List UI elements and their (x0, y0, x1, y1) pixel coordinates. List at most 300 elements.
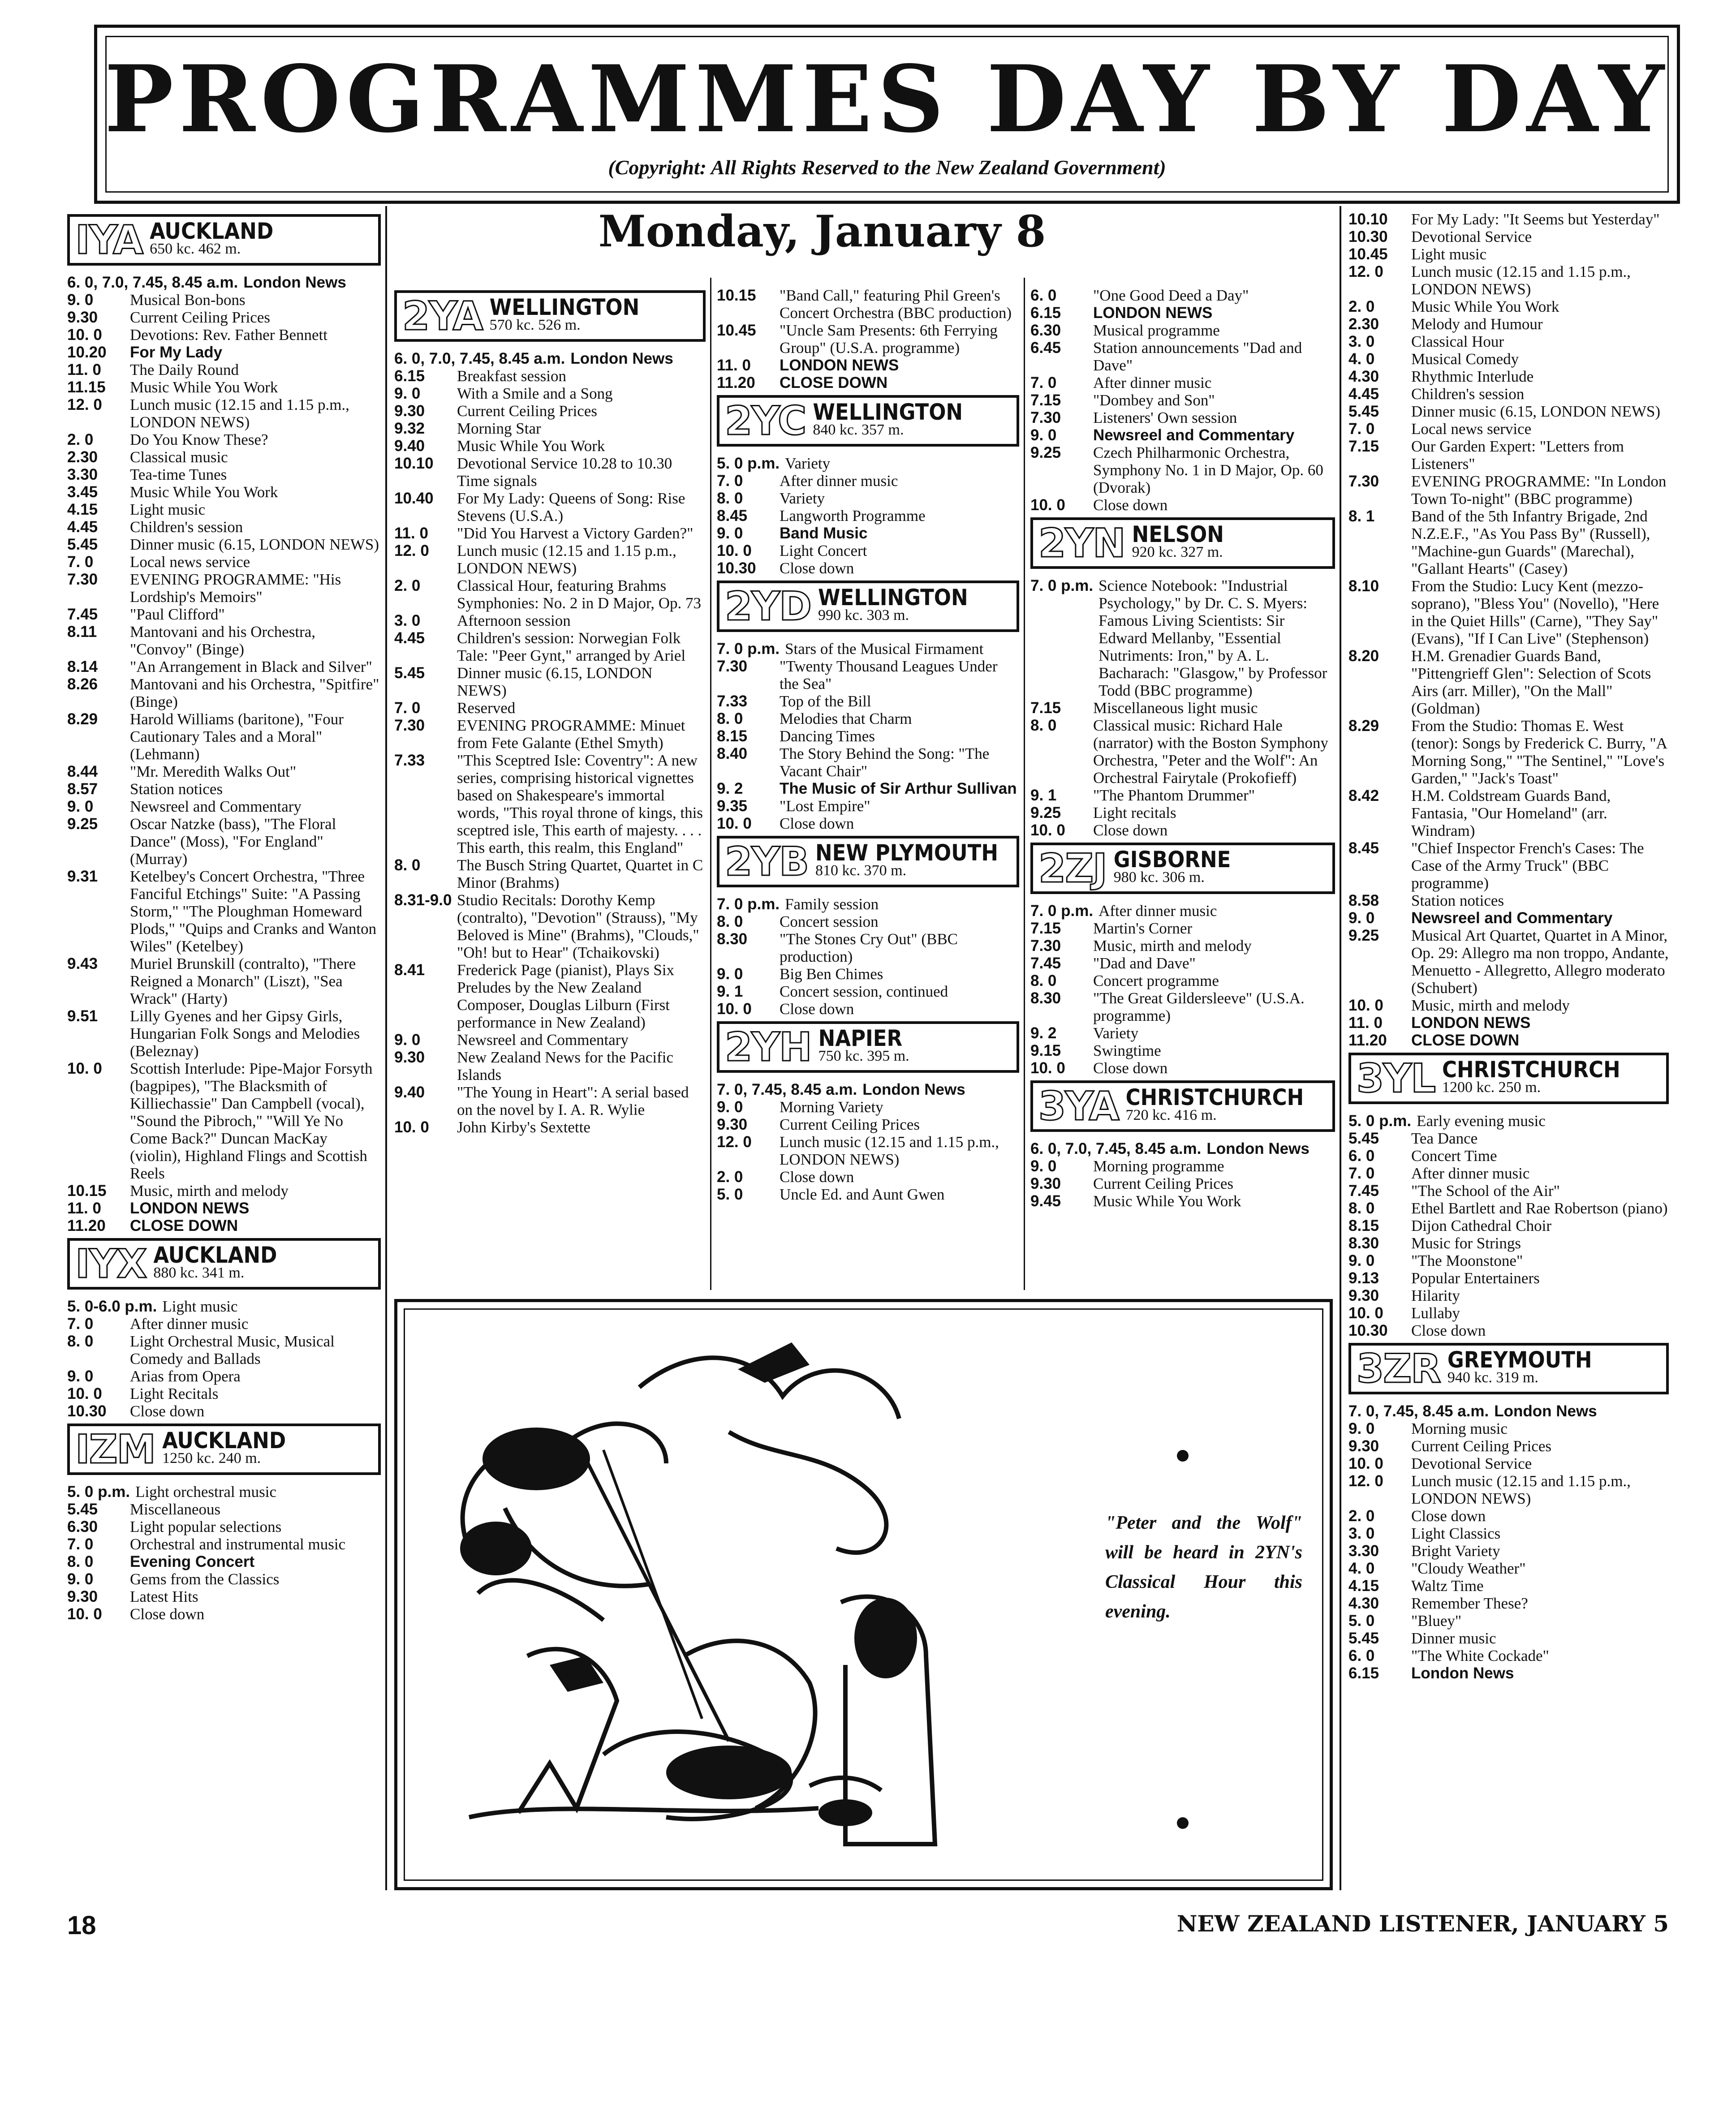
programme-time: 6.15 (1348, 1664, 1379, 1682)
programme-entry (717, 965, 1019, 983)
programme-title: Local news service (1411, 420, 1532, 438)
station-frequency: 720 kc. 416 m. (1125, 1106, 1217, 1123)
programme-entry (717, 913, 1019, 930)
schedule-iya (67, 274, 381, 1234)
programme-entry (1030, 426, 1335, 444)
programme-time: 11.15 (67, 378, 106, 396)
programme-title: Close down (780, 1168, 854, 1186)
programme-entry (1348, 1130, 1669, 1147)
programme-title: Popular Entertainers (1411, 1269, 1540, 1287)
programme-title: Bright Variety (1411, 1542, 1500, 1560)
programme-entry (67, 815, 381, 868)
programme-time: 8.42 (1348, 787, 1379, 804)
schedule-iyx (67, 1298, 381, 1420)
programme-time: 7. 0, 7.45, 8.45 a.m. (717, 1081, 857, 1098)
programme-entry (1348, 1032, 1669, 1049)
programme-title: "Dombey and Son" (1093, 391, 1215, 409)
programme-time: 8. 0 (1030, 717, 1057, 734)
programme-title: Tea Dance (1411, 1130, 1478, 1147)
programme-title: Martin's Corner (1093, 920, 1193, 937)
programme-time: 9. 2 (1030, 1024, 1057, 1042)
station-callsign: 2ZJ (1038, 845, 1107, 891)
programme-entry (67, 518, 381, 536)
programme-entry (1030, 989, 1335, 1024)
programme-title: Lunch music (12.15 and 1.15 p.m., LONDON NEWS) (1411, 1472, 1631, 1507)
programme-title: Children's session (130, 518, 243, 536)
programme-title: Current Ceiling Prices (780, 1116, 920, 1133)
programme-time: 9. 0 (1030, 1157, 1057, 1175)
bullet-dot (1177, 1817, 1189, 1829)
programme-title: CLOSE DOWN (1411, 1032, 1520, 1049)
programme-entry (717, 692, 1019, 710)
programme-title: EVENING PROGRAMME: "His Lordship's Memoirs" (130, 571, 341, 606)
programme-title: Lullaby (1411, 1304, 1460, 1322)
programme-time: 7. 0 p.m. (717, 895, 780, 913)
programme-entry (717, 542, 1019, 559)
programme-entry (1348, 263, 1669, 298)
programme-time: 7.15 (1030, 699, 1061, 717)
programme-entry (1348, 1472, 1669, 1507)
programme-title: EVENING PROGRAMME: Minuet from Fete Galante (Ethel Smyth) (457, 717, 685, 752)
programme-entry (1348, 909, 1669, 927)
programme-time: 7.30 (1030, 409, 1061, 426)
programme-time: 11. 0 (67, 1200, 101, 1217)
programme-entry (717, 745, 1019, 780)
programme-title: Mantovani and his Orchestra, "Convoy" (Binge) (130, 623, 316, 658)
programme-time: 12. 0 (1348, 1472, 1383, 1490)
programme-title: London News (1494, 1402, 1597, 1420)
programme-time: 3.30 (1348, 1542, 1379, 1560)
programme-title: "The Young in Heart": A serial based on the novel by I. A. R. Wylie (457, 1084, 689, 1118)
bullet-dot (1177, 1450, 1189, 1462)
programme-entry (394, 490, 706, 525)
programme-entry (394, 1049, 706, 1084)
programme-time: 5. 0-6.0 p.m. (67, 1298, 157, 1315)
programme-title: Light Concert (780, 542, 867, 559)
programme-time: 6. 0, 7.0, 7.45, 8.45 a.m. (67, 274, 238, 291)
programme-title: "Bluey" (1411, 1612, 1462, 1630)
programme-entry (67, 798, 381, 815)
programme-entry (67, 1402, 381, 1420)
programme-time: 9.31 (67, 868, 98, 885)
programme-title: Miscellaneous (130, 1501, 221, 1518)
programme-time: 2. 0 (1348, 298, 1375, 315)
programme-entry (1348, 1507, 1669, 1525)
programme-time: 9.30 (67, 309, 98, 326)
schedule-2zj (1030, 902, 1335, 1077)
programme-title: Classical Hour, featuring Brahms Symphonies: No. 2 in D Major, Op. 73 (457, 577, 701, 612)
programme-entry (1030, 1157, 1335, 1175)
programme-time: 2. 0 (67, 431, 94, 448)
programme-time: 2.30 (1348, 315, 1379, 333)
programme-entry (717, 490, 1019, 507)
programme-title: Devotional Service (1411, 228, 1532, 245)
programme-entry (1348, 997, 1669, 1014)
programme-title: Current Ceiling Prices (1411, 1437, 1552, 1455)
programme-time: 8.15 (1348, 1217, 1379, 1234)
programme-title: Musical Art Quartet, Quartet in A Minor, Op. 29: Allegro ma non troppo, Andante, Menuetto - Allegretto, Allegro moderato (Schubert) (1411, 927, 1669, 997)
programme-entry (67, 1385, 381, 1402)
programme-entry (1348, 1612, 1669, 1630)
programme-title: "One Good Deed a Day" (1093, 287, 1249, 304)
illustration-caption: "Peter and the Wolf" will be heard in 2YN's Classical Hour this evening. (1105, 1513, 1302, 1622)
programme-entry (717, 1116, 1019, 1133)
programme-time: 10. 0 (67, 1385, 102, 1402)
programme-entry (1348, 787, 1669, 839)
programme-entry (1348, 1165, 1669, 1182)
programme-title: Light Recitals (130, 1385, 219, 1402)
programme-time: 7.33 (717, 692, 748, 710)
schedule-2yn (1030, 577, 1335, 839)
programme-time: 9.30 (67, 1588, 98, 1605)
programme-time: 7.30 (67, 571, 98, 588)
programme-entry (717, 472, 1019, 490)
programme-time: 5.45 (1348, 403, 1379, 420)
programme-entry (717, 525, 1019, 542)
programme-time: 6. 0, 7.0, 7.45, 8.45 a.m. (394, 350, 565, 367)
programme-title: Science Notebook: "Industrial Psychology," by Dr. C. S. Myers: Famous Living Scientists: Sir Edward Mellanby, "Essential Nutriments: Iron," by A. L. Bacharach: "Glasgow," by Professor Todd (BBC programme) (1098, 577, 1327, 699)
programme-title: After dinner music (130, 1315, 249, 1333)
programme-time: 8.15 (717, 727, 748, 745)
station-callsign: 2YB (725, 839, 809, 885)
programme-title: Dinner music (6.15, LONDON NEWS) (130, 536, 379, 553)
programme-entry (717, 658, 1019, 692)
programme-time: 9.51 (67, 1007, 98, 1025)
schedule-2yb (717, 895, 1019, 1018)
programme-time: 6. 0 (1348, 1647, 1375, 1664)
programme-title: Variety (1093, 1024, 1139, 1042)
programme-entry (67, 606, 381, 623)
programme-time: 10. 0 (1348, 1455, 1383, 1472)
programme-time: 5.45 (394, 664, 425, 682)
programme-title: Dinner music (6.15, LONDON NEWS) (457, 664, 653, 699)
programme-entry (1348, 1455, 1669, 1472)
programme-entry (1348, 927, 1669, 997)
station-city: AUCKLAND (162, 1427, 286, 1454)
programme-title: Close down (130, 1605, 205, 1623)
programme-title: Music, mirth and melody (130, 1182, 289, 1200)
programme-entry (67, 448, 381, 466)
column-rule (710, 278, 711, 1290)
programme-title: Children's session: Norwegian Folk Tale: "Peer Gynt," arranged by Ariel (457, 629, 686, 664)
programme-title: CLOSE DOWN (780, 374, 888, 391)
programme-time: 10.45 (1348, 245, 1388, 263)
programme-time: 10. 0 (1348, 1304, 1383, 1322)
programme-time: 8. 0 (717, 710, 743, 727)
station-header-iya (67, 214, 381, 266)
station-city: NEW PLYMOUTH (815, 839, 998, 866)
programme-title: Music While You Work (1093, 1192, 1241, 1210)
programme-title: Tea-time Tunes (130, 466, 227, 483)
programme-entry (394, 385, 706, 402)
programme-title: London News (243, 274, 346, 291)
programme-time: 11. 0 (67, 361, 101, 378)
programme-title: Oscar Natzke (bass), "The Floral Dance" (Moss), "For England" (Murray) (130, 815, 336, 868)
programme-entry (67, 431, 381, 448)
station-frequency: 980 kc. 306 m. (1113, 869, 1205, 886)
station-callsign: IYX (75, 1241, 146, 1287)
station-frequency: 880 kc. 341 m. (153, 1264, 245, 1281)
programme-title: H.M. Grenadier Guards Band, "Pittengrieff Glen": Selection of Scots Airs (arr. Miller), "On the Mall" (Goldman) (1411, 647, 1651, 717)
column-3 (717, 287, 1019, 1203)
illustration-panel (394, 1299, 1333, 1890)
programme-time: 7. 0 p.m. (717, 640, 780, 658)
station-frequency: 750 kc. 395 m. (818, 1047, 909, 1064)
programme-title: John Kirby's Sextette (457, 1118, 590, 1136)
programme-entry (1348, 507, 1669, 577)
programme-title: "An Arrangement in Black and Silver" (130, 658, 372, 675)
publication-footer: NEW ZEALAND LISTENER, JANUARY 5 (1176, 1910, 1669, 1937)
programme-entry (1030, 717, 1335, 787)
programme-title: Top of the Bill (780, 692, 871, 710)
programme-title: Lilly Gyenes and her Gipsy Girls, Hungarian Folk Songs and Melodies (Beleznay) (130, 1007, 360, 1060)
programme-entry (1348, 1014, 1669, 1032)
programme-title: With a Smile and a Song (457, 385, 613, 402)
programme-title: Remember These? (1411, 1595, 1528, 1612)
programme-title: Close down (1411, 1507, 1486, 1525)
programme-title: Latest Hits (130, 1588, 198, 1605)
programme-time: 10.10 (394, 455, 434, 472)
programme-time: 3.30 (67, 466, 98, 483)
programme-title: Music, mirth and melody (1093, 937, 1252, 955)
programme-entry (67, 501, 381, 518)
programme-title: "Did You Harvest a Victory Garden?" (457, 525, 694, 542)
programme-title: H.M. Coldstream Guards Band, Fantasia, "Our Homeland" (arr. Windram) (1411, 787, 1611, 839)
programme-entry (1030, 391, 1335, 409)
programme-time: 9.30 (394, 1049, 425, 1066)
station-frequency: 1200 kc. 250 m. (1442, 1079, 1541, 1096)
programme-entry (67, 658, 381, 675)
programme-title: Breakfast session (457, 367, 566, 385)
station-frequency: 1250 kc. 240 m. (162, 1449, 261, 1467)
programme-title: Current Ceiling Prices (130, 309, 271, 326)
programme-title: Concert session (780, 913, 879, 930)
programme-time: 4.30 (1348, 1595, 1379, 1612)
programme-time: 9. 0 (1348, 1420, 1375, 1437)
programme-entry (1348, 1437, 1669, 1455)
programme-title: Arias from Opera (130, 1368, 241, 1385)
programme-time: 4.30 (1348, 368, 1379, 385)
programme-entry (1348, 892, 1669, 909)
programme-time: 8. 0 (67, 1553, 94, 1570)
programme-time: 10.30 (1348, 228, 1388, 245)
programme-time: 3. 0 (1348, 333, 1375, 350)
station-frequency: 650 kc. 462 m. (150, 240, 241, 257)
programme-title: LONDON NEWS (130, 1200, 250, 1217)
programme-time: 7. 0 p.m. (1030, 902, 1094, 920)
programme-time: 7.33 (394, 752, 425, 769)
programme-title: Waltz Time (1411, 1577, 1484, 1595)
programme-entry (67, 1501, 381, 1518)
programme-entry (1030, 699, 1335, 717)
programme-title: Local news service (130, 553, 250, 571)
programme-entry (1348, 211, 1669, 228)
programme-entry (1030, 374, 1335, 391)
programme-entry (1348, 403, 1669, 420)
programme-time: 9.15 (1030, 1042, 1061, 1059)
programme-time: 12. 0 (717, 1133, 752, 1151)
programme-time: 8.30 (717, 930, 748, 948)
programme-time: 7.15 (1030, 391, 1061, 409)
station-callsign: 2YC (725, 398, 806, 444)
programme-entry (67, 378, 381, 396)
programme-title: Melody and Humour (1411, 315, 1543, 333)
programme-title: Station announcements "Dad and Dave" (1093, 339, 1302, 374)
programme-time: 7. 0, 7.45, 8.45 a.m. (1348, 1402, 1489, 1420)
programme-time: 8. 0 (717, 490, 743, 507)
programme-time: 10. 0 (394, 1118, 429, 1136)
programme-entry (394, 367, 706, 385)
station-frequency: 940 kc. 319 m. (1447, 1369, 1538, 1386)
programme-time: 6. 0 (1030, 287, 1057, 304)
schedule-2yh-continued (1030, 287, 1335, 514)
programme-time: 10.30 (1348, 1322, 1388, 1339)
programme-title: Musical programme (1093, 322, 1220, 339)
programme-title: Devotional Service (1411, 1455, 1532, 1472)
programme-time: 12. 0 (67, 396, 102, 413)
station-city: WELLINGTON (818, 584, 968, 611)
programme-entry (717, 640, 1019, 658)
programme-title: Close down (1093, 821, 1168, 839)
station-callsign: 2YN (1038, 520, 1125, 566)
programme-entry (394, 420, 706, 437)
programme-entry (1030, 287, 1335, 304)
programme-entry (67, 326, 381, 344)
programme-title: "Mr. Meredith Walks Out" (130, 763, 297, 780)
programme-title: Light music (130, 501, 206, 518)
programme-title: Orchestral and instrumental music (130, 1535, 346, 1553)
programme-title: Uncle Ed. and Aunt Gwen (780, 1186, 945, 1203)
programme-entry (394, 752, 706, 856)
programme-time: 4. 0 (1348, 1560, 1375, 1577)
programme-entry (67, 710, 381, 763)
programme-entry (1348, 1217, 1669, 1234)
programme-title: Lunch music (12.15 and 1.15 p.m., LONDON NEWS) (457, 542, 676, 577)
programme-time: 10.40 (394, 490, 434, 507)
programme-entry (1348, 1664, 1669, 1682)
programme-time: 3. 0 (394, 612, 421, 629)
programme-title: Music While You Work (130, 483, 278, 501)
programme-entry (1348, 1252, 1669, 1269)
programme-time: 7.45 (1348, 1182, 1379, 1200)
schedule-3ya (1030, 1140, 1335, 1210)
programme-entry (394, 525, 706, 542)
programme-title: "The School of the Air" (1411, 1182, 1560, 1200)
programme-time: 4.15 (1348, 1577, 1379, 1595)
programme-title: After dinner music (1093, 374, 1212, 391)
programme-time: 6. 0 (1348, 1147, 1375, 1165)
programme-title: Melodies that Charm (780, 710, 912, 727)
station-header-izm (67, 1424, 381, 1475)
programme-time: 9. 0 (67, 798, 94, 815)
programme-title: After dinner music (1411, 1165, 1530, 1182)
programme-time: 9. 0 (394, 1031, 421, 1049)
programme-entry (1348, 1234, 1669, 1252)
programme-title: Newsreel and Commentary (1093, 426, 1295, 444)
station-header-2yn (1030, 517, 1335, 569)
programme-title: EVENING PROGRAMME: "In London Town To-night" (BBC programme) (1411, 473, 1667, 507)
programme-title: Dinner music (6.15, LONDON NEWS) (1411, 403, 1661, 420)
programme-entry (1030, 920, 1335, 937)
programme-entry (1348, 1112, 1669, 1130)
station-header-iyx (67, 1238, 381, 1290)
programme-title: Close down (780, 559, 854, 577)
programme-time: 10.20 (67, 344, 107, 361)
programme-entry (1030, 1059, 1335, 1077)
programme-entry (1348, 1647, 1669, 1664)
programme-time: 4.15 (67, 501, 98, 518)
station-city: AUCKLAND (150, 218, 274, 244)
programme-time: 10. 0 (67, 326, 102, 344)
programme-title: For My Lady: "It Seems but Yesterday" (1411, 211, 1660, 228)
programme-entry (67, 1518, 381, 1535)
programme-title: Concert Time (1411, 1147, 1497, 1165)
day-title: Monday, January 8 (598, 206, 1046, 257)
programme-entry (1348, 420, 1669, 438)
programme-time: 3. 0 (1348, 1525, 1375, 1542)
programme-time: 8. 0 (1030, 972, 1057, 989)
schedule-3ya-continued (1348, 211, 1669, 1049)
station-header-2yh (717, 1021, 1019, 1073)
station-city: CHRISTCHURCH (1442, 1056, 1620, 1083)
programme-title: Close down (780, 1000, 854, 1018)
programme-entry (1030, 955, 1335, 972)
programme-entry (67, 536, 381, 553)
programme-time: 7. 0 (67, 553, 94, 571)
programme-title: "The Great Gildersleeve" (U.S.A. programme) (1093, 989, 1305, 1024)
programme-title: Stars of the Musical Firmament (785, 640, 984, 658)
programme-time: 7.30 (717, 658, 748, 675)
programme-entry (67, 1007, 381, 1060)
programme-time: 6.45 (1030, 339, 1061, 357)
programme-time: 9.40 (394, 437, 425, 455)
programme-time: 4.45 (1348, 385, 1379, 403)
programme-entry (1348, 1577, 1669, 1595)
programme-title: The Busch String Quartet, Quartet in C Minor (Brahms) (457, 856, 703, 891)
programme-entry (67, 274, 381, 291)
programme-title: Music While You Work (130, 378, 278, 396)
programme-time: 7.30 (1030, 937, 1061, 955)
programme-time: 10. 0 (1030, 821, 1065, 839)
programme-time: 9. 0 (1348, 909, 1375, 927)
programme-title: Close down (1093, 1059, 1168, 1077)
programme-entry (1030, 409, 1335, 426)
programme-entry (394, 437, 706, 455)
programme-title: Music While You Work (457, 437, 605, 455)
programme-title: "The Stones Cry Out" (BBC production) (780, 930, 958, 965)
programme-title: Band of the 5th Infantry Brigade, 2nd N.Z.E.F., "As You Pass By" (Russell), "Machine-gun Guards" (Marechal), "Gallant Hearts" (Casey) (1411, 507, 1650, 577)
programme-title: "The White Cockade" (1411, 1647, 1549, 1664)
programme-title: Concert programme (1093, 972, 1219, 989)
programme-title: Studio Recitals: Dorothy Kemp (contralto), "Devotion" (Strauss), "My Beloved is Mine" (Brahms), "Clouds," "Oh! but to Hear" (Tchaikovski) (457, 891, 699, 961)
programme-time: 8.30 (1030, 989, 1061, 1007)
column-4 (1030, 287, 1335, 1210)
programme-title: Devotional Service 10.28 to 10.30 Time signals (457, 455, 672, 490)
programme-time: 8. 0 (394, 856, 421, 874)
station-city: WELLINGTON (813, 399, 963, 425)
programme-title: Frederick Page (pianist), Plays Six Preludes by the New Zealand Composer, Douglas Lilburn (First performance in New Zealand) (457, 961, 675, 1031)
station-header-3yl (1348, 1053, 1669, 1104)
programme-entry (67, 1483, 381, 1501)
programme-entry (1348, 1182, 1669, 1200)
programme-time: 9.45 (1030, 1192, 1061, 1210)
programme-title: "Twenty Thousand Leagues Under the Sea" (780, 658, 998, 692)
programme-title: "The Phantom Drummer" (1093, 787, 1255, 804)
programme-entry (67, 1368, 381, 1385)
programme-time: 9. 2 (717, 780, 743, 797)
programme-title: "Uncle Sam Presents: 6th Ferrying Group" (U.S.A. programme) (780, 322, 998, 357)
programme-time: 4. 0 (1348, 350, 1375, 368)
